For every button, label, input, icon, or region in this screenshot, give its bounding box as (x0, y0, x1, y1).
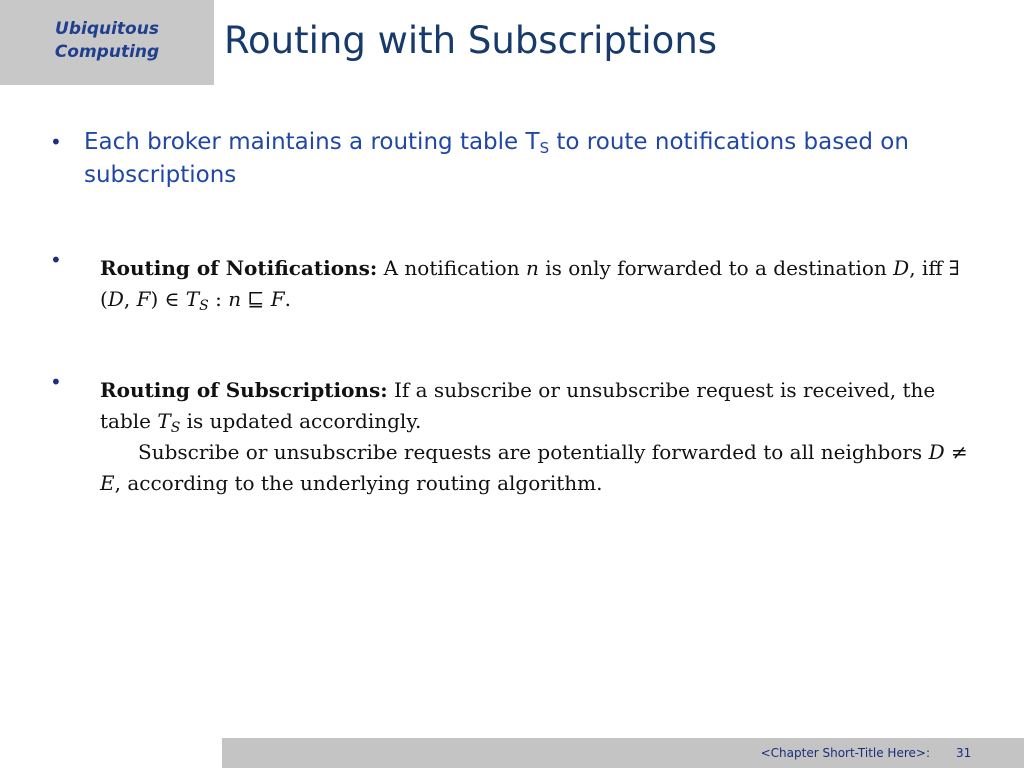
subs-text-1: If a subscribe or unsubscribe request is received, the table (100, 378, 936, 433)
subs-text-3: Subscribe or unsubscribe requests are potentially forwarded to all neighbors (138, 440, 923, 464)
notif-var-n2: n (228, 287, 242, 311)
notif-text-1: A notification (383, 256, 520, 280)
subs-var-D: D (928, 440, 945, 464)
footer-chapter-title: <Chapter Short-Title Here>: (760, 746, 930, 760)
notif-var-T: T (185, 287, 200, 311)
subs-sub-S: S (170, 420, 181, 436)
notif-text-6: ⊑ (241, 287, 271, 311)
bullet-text-1 (84, 126, 1014, 192)
definition-routing-subscriptions (100, 375, 990, 499)
bullet-marker-1: • (50, 130, 62, 154)
bullet-text-1-subscript: S (539, 139, 550, 157)
definition-term-subscriptions: Routing of Subscriptions: (100, 378, 388, 402)
page-number: 31 (956, 746, 972, 760)
definition-routing-notifications (100, 253, 990, 315)
subs-text-4: , according to the underlying routing algorithm. (114, 471, 603, 495)
notif-text-4: ) ∈ (150, 287, 186, 311)
footer-bar (222, 738, 1024, 768)
slide-title: Routing with Subscriptions (224, 19, 718, 62)
notif-sub-S: S (199, 298, 209, 314)
course-label-line2: Computing (54, 42, 160, 62)
notif-text-5: : (208, 287, 229, 311)
notif-var-D: D (893, 256, 910, 280)
notif-comma: , (123, 287, 137, 311)
subs-text-2: is updated accordingly. (186, 409, 422, 433)
bullet-marker-2: • (50, 248, 62, 272)
notif-var-D2: D (107, 287, 124, 311)
notif-var-F: F (136, 287, 151, 311)
notif-var-n: n (525, 256, 539, 280)
subs-var-E: E (100, 471, 115, 495)
bullet-marker-3: • (50, 370, 62, 394)
course-label (0, 18, 214, 64)
bullet-text-1-main: Each broker maintains a routing table T (84, 129, 540, 155)
course-label-line1: Ubiquitous (55, 19, 159, 39)
notif-text-3: , iff ∃ ( (100, 256, 960, 311)
subs-var-T: T (157, 409, 171, 433)
definition-term-notifications: Routing of Notifications: (100, 256, 378, 280)
notif-var-F2: F (270, 287, 285, 311)
notif-period: . (284, 287, 291, 311)
bullet-text-1-rest: to route notifications based on subscriptions (84, 129, 909, 188)
notif-text-2: is only forwarded to a destination (545, 256, 887, 280)
subs-neq: ≠ (944, 440, 968, 464)
